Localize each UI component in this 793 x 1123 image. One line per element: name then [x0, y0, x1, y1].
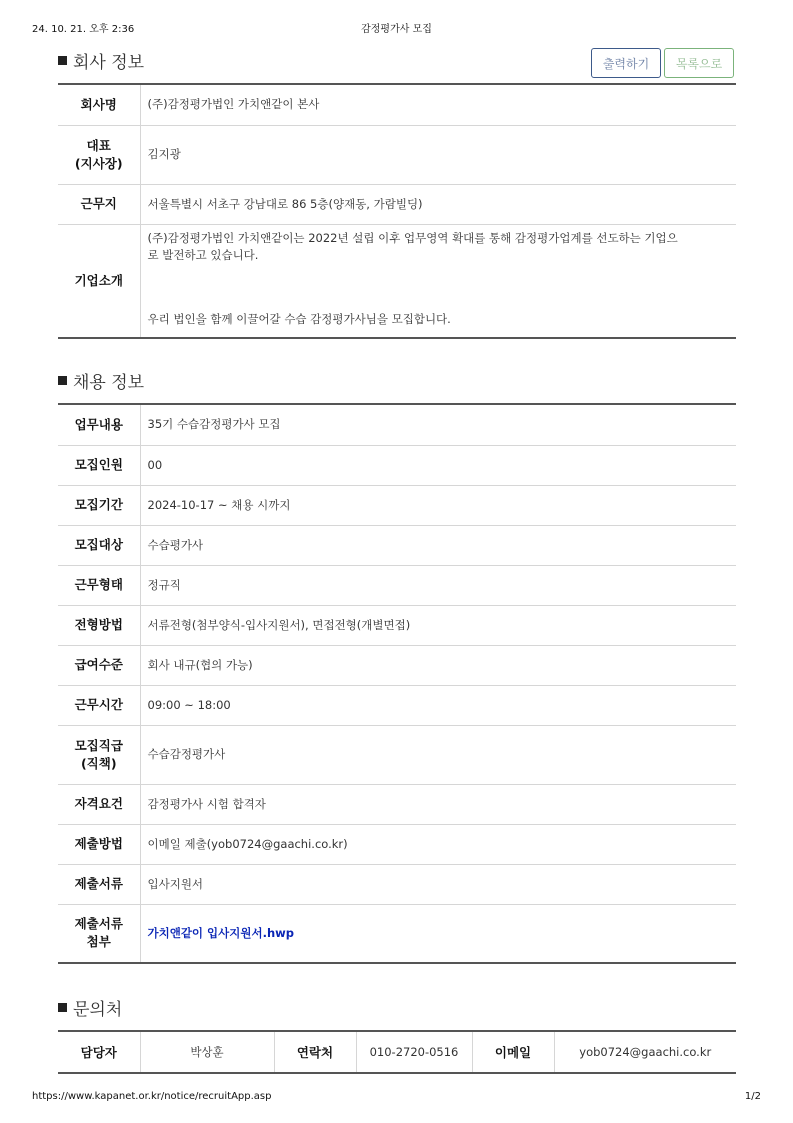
- table-row: [58, 525, 736, 565]
- page-url: https://www.kapanet.or.kr/notice/recruitApp.asp: [32, 1091, 272, 1102]
- row-label: 자격요건: [58, 784, 140, 824]
- recruit-section-title: 채용 정보: [58, 368, 144, 393]
- workplace-value: 서울특별시 서초구 강남대로 86 5층(양재동, 가람빌딩): [140, 184, 736, 224]
- row-label: 기업소개: [58, 224, 140, 338]
- company-section-title: 회사 정보: [58, 48, 144, 73]
- print-page-title: 감정평가사 모집: [361, 24, 432, 35]
- row-label: 급여수준: [58, 645, 140, 685]
- row-value: 09:00 ~ 18:00: [140, 685, 736, 725]
- table-row: [58, 784, 736, 824]
- table-row: [58, 224, 736, 338]
- row-label: 근무지: [58, 184, 140, 224]
- manager-label: 담당자: [58, 1031, 140, 1073]
- table-row: [58, 904, 736, 963]
- print-button[interactable]: 출력하기: [591, 48, 661, 78]
- row-value: 35기 수습감정평가사 모집: [140, 404, 736, 445]
- row-value: 정규직: [140, 565, 736, 605]
- row-value: 수습평가사: [140, 525, 736, 565]
- attachment-cell: [140, 904, 736, 963]
- contact-section-title: 문의처: [58, 995, 122, 1020]
- table-row: [58, 184, 736, 224]
- list-button[interactable]: 목록으로: [664, 48, 734, 78]
- row-value: 00: [140, 445, 736, 485]
- print-footer: [32, 1091, 761, 1107]
- row-label: 전형방법: [58, 605, 140, 645]
- table-row: [58, 485, 736, 525]
- row-label: 근무형태: [58, 565, 140, 605]
- phone-value: 010-2720-0516: [356, 1031, 472, 1073]
- row-value: 수습감정평가사: [140, 725, 736, 784]
- row-label: 모집기간: [58, 485, 140, 525]
- table-row: [58, 84, 736, 125]
- table-row: [58, 404, 736, 445]
- attachment-link[interactable]: 가치앤같이 입사지원서.hwp: [147, 925, 295, 940]
- table-row: [58, 685, 736, 725]
- table-row: [58, 1031, 736, 1073]
- table-row: [58, 645, 736, 685]
- square-bullet-icon: [58, 1003, 67, 1012]
- print-date: 24. 10. 21. 오후 2:36: [32, 24, 135, 35]
- table-row: [58, 565, 736, 605]
- row-label: 제출방법: [58, 824, 140, 864]
- row-value: 이메일 제출(yob0724@gaachi.co.kr): [140, 824, 736, 864]
- company-info-table: [58, 83, 736, 339]
- company-intro-value: (주)감정평가법인 가치앤같이는 2022년 설립 이후 업무영역 확대를 통해 감정평가업계를 선도하는 기업으 로 발전하고 있습니다. 우리 법인을 함께 이끌어갈 수습 감정평가사님을 모집합니다.: [147, 230, 678, 326]
- row-value: 감정평가사 시험 합격자: [140, 784, 736, 824]
- contact-table: [58, 1030, 736, 1074]
- table-row: [58, 605, 736, 645]
- square-bullet-icon: [58, 56, 67, 65]
- email-value: yob0724@gaachi.co.kr: [579, 1045, 712, 1059]
- table-row: [58, 125, 736, 184]
- table-row: [58, 824, 736, 864]
- row-label: 회사명: [58, 84, 140, 125]
- page-number: 1/2: [744, 1091, 761, 1102]
- square-bullet-icon: [58, 376, 67, 385]
- row-label: 모집대상: [58, 525, 140, 565]
- table-row: [58, 725, 736, 784]
- row-label: 모집직급 (직책): [58, 725, 140, 784]
- row-label: 제출서류 첨부: [58, 904, 140, 963]
- table-row: [58, 445, 736, 485]
- phone-label: 연락처: [274, 1031, 356, 1073]
- manager-value: 박상훈: [140, 1031, 274, 1073]
- recruit-info-table: [58, 403, 736, 964]
- row-label: 대표 (지사장): [58, 125, 140, 184]
- row-value: 2024-10-17 ~ 채용 시까지: [140, 485, 736, 525]
- ceo-value: 김지광: [140, 125, 736, 184]
- table-row: [58, 864, 736, 904]
- row-label: 모집인원: [58, 445, 140, 485]
- row-label: 업무내용: [58, 404, 140, 445]
- print-header: [32, 20, 761, 36]
- row-label: 근무시간: [58, 685, 140, 725]
- row-value: 입사지원서: [140, 864, 736, 904]
- row-value: 회사 내규(협의 가능): [140, 645, 736, 685]
- row-value: 서류전형(첨부양식-입사지원서), 면접전형(개별면접): [140, 605, 736, 645]
- email-label: 이메일: [472, 1031, 554, 1073]
- company-name-value: (주)감정평가법인 가치앤같이 본사: [140, 84, 736, 125]
- row-label: 제출서류: [58, 864, 140, 904]
